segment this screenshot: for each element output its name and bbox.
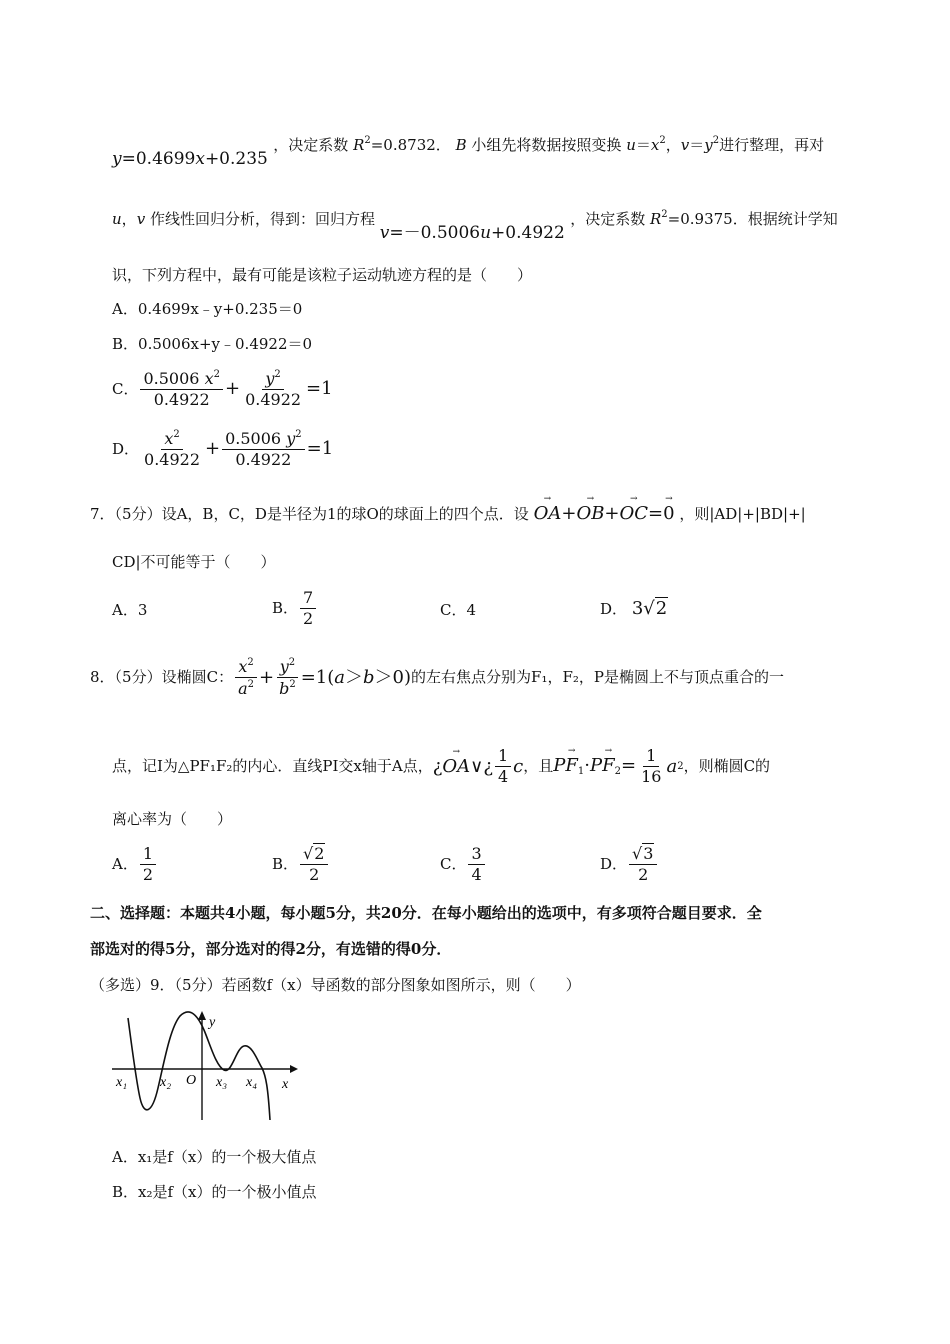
label-origin: O xyxy=(186,1073,197,1088)
q6-eq2: v=－0.5006u+0.4922 xyxy=(379,223,571,243)
q7-option-a[interactable]: A．3 xyxy=(112,601,148,619)
derivative-curve xyxy=(128,1012,270,1120)
label-x2: x₂ xyxy=(160,1075,172,1090)
q9-stem: （多选）9．（5分）若函数f（x）导函数的部分图象如图所示，则（ ） xyxy=(90,976,581,994)
q7-stem: 7．（5分）设A，B，C，D是半径为1的球O的球面上的四个点．设 → OA+→ OB+→ OC=→ 0 ，则|AD|+|BD|+| xyxy=(90,505,806,523)
q8-line3: 离心率为（ ） xyxy=(112,810,233,828)
q6-line1-mid: ，决定系数 xyxy=(273,136,349,154)
q7-option-c[interactable]: C．4 xyxy=(440,601,477,619)
q6-option-b[interactable]: B．0.5006x+y﹣0.4922＝0 xyxy=(112,335,313,353)
q6-line1: y=0.4699x+0.235 ，决定系数 $R^2=0.8732$． B 小组先将数据按照变换 $u=x^2$，$v=y^2$进行整理，再对 xyxy=(112,135,825,169)
q6-eq1: y=0.4699x+0.235 xyxy=(112,149,274,169)
q6-line2: u，v 作线性回归分析，得到：回归方程 v=－0.5006u+0.4922 ，决定系数 $R^2=0.9375$．根据统计学知 xyxy=(112,209,838,243)
x-axis-arrow xyxy=(290,1065,298,1073)
q8-line2: 点，记I为△PF₁F₂的内心．直线PI交x轴于A点， ¿→ OA∨¿ $\frac{1}{4}$ c ，且 $P\to F_1\cdot P\to F_2=$ $\frac{1}{16}$ a 2 ，则椭圆C的 xyxy=(112,748,770,785)
y-axis-arrow xyxy=(198,1011,206,1020)
section2-line2: 部选对的得5分，部分选对的得2分，有选错的得0分． xyxy=(90,940,452,958)
q7-line2: CD|不可能等于（ ） xyxy=(112,553,276,571)
label-x-axis: x xyxy=(282,1077,289,1092)
q8-option-c[interactable]: C． $\frac{3}{4}$ xyxy=(440,846,487,883)
q9-option-a[interactable]: A．x₁是f（x）的一个极大值点 xyxy=(112,1148,317,1166)
label-x4: x₄ xyxy=(246,1075,258,1090)
q7-option-b[interactable]: B． $\frac{7}{2}$ xyxy=(272,590,318,627)
label-x3: x₃ xyxy=(216,1075,228,1090)
q9-derivative-graph xyxy=(112,1008,302,1128)
section2-line1: 二、选择题：本题共4小题，每小题5分，共20分．在每小题给出的选项中，有多项符合题目要求．全 xyxy=(90,904,762,922)
label-x1: x₁ xyxy=(116,1075,128,1090)
label-y-axis: y xyxy=(209,1015,216,1030)
q8-option-b[interactable]: B． $\frac{√2}{2}$ xyxy=(272,846,330,883)
q8-option-a[interactable]: A． $\frac{1}{2}$ xyxy=(112,846,158,883)
q6-line3: 识，下列方程中，最有可能是该粒子运动轨迹方程的是（ ） xyxy=(112,266,533,284)
q8-stem: 8．（5分）设椭圆C： $\frac{x^2}{a^2}$ + $\frac{y^2}{b^2}$ =1(a＞b＞0) 的左右焦点分别为F₁，F₂，P是椭圆上不与顶点重合的一 xyxy=(90,657,784,698)
q9-option-b[interactable]: B．x₂是f（x）的一个极小值点 xyxy=(112,1183,317,1201)
q6-option-d[interactable]: D． $\frac{x^2}{0.4922}$ + $\frac{0.5006 y^2}{0.4922}$ =1 xyxy=(112,429,334,469)
q6-option-a[interactable]: A．0.4699x﹣y+0.235＝0 xyxy=(112,300,303,318)
q8-option-d[interactable]: D． $\frac{√3}{2}$ xyxy=(600,846,659,883)
q7-option-d[interactable]: D． 3√2 xyxy=(600,598,668,619)
q6-option-c[interactable]: C． $\frac{0.5006 x^2}{0.4922}$ + $\frac{y^2}{0.4922}$ =1 xyxy=(112,369,333,409)
